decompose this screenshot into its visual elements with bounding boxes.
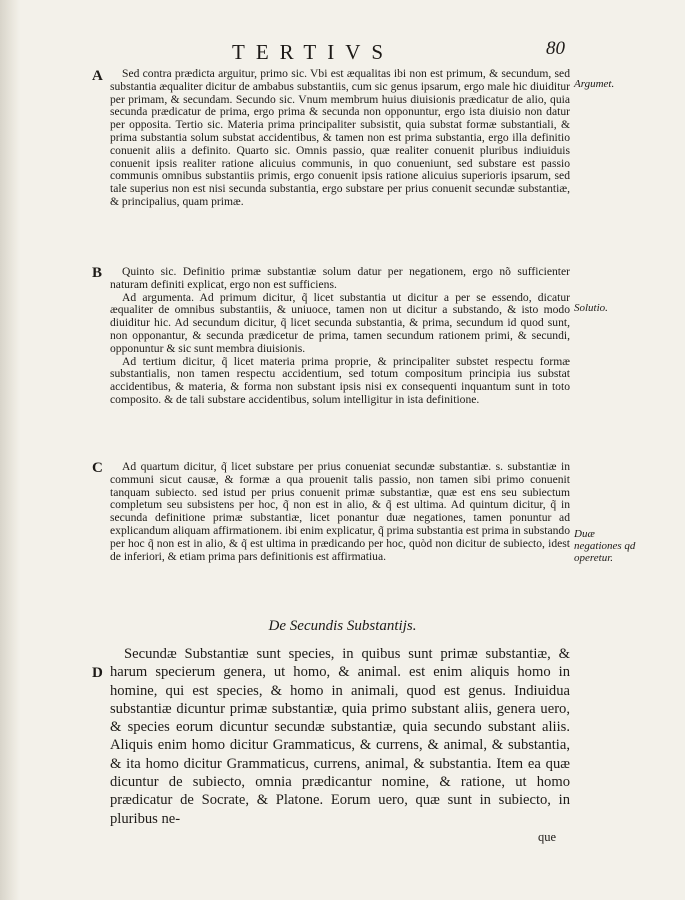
folio-number: 80: [546, 38, 565, 59]
section-letter-a: A: [92, 68, 103, 84]
section-letter-d: D: [92, 665, 103, 681]
margin-note-solution: Solutio.: [574, 302, 608, 314]
paragraph-reply-fourth-fifth: Ad quartum dicitur, q̃ licet substare per prius conueniat secundæ substantiæ. s. substantiæ in communi sicut causæ, & formæ a qua prouenit talis passio, non tamen sibi primo conuenit tanquam subiecto. sed istud per prius conuenit primæ substantiæ, quæ est ens seu subiectum completum seu subsistens per hoc, q̃ non est in alio, & q̃ est ultima. Ad quintum dicitur, q̃ in secunda definitione primæ substantiæ, licet ponantur duæ negationes, tamen ponuntur ad explicandum aliquam affirmationem. ibi enim explicatur, q̃ prima substantia est prima in substando per hoc q̃ non est in alio, & q̃ est ultima in prædicando per hoc, quòd non dicitur de subiecto, idest de inferiori, & etiam prima pars definitionis est affirmatiua.: [110, 460, 570, 563]
paragraph-objections: Sed contra prædicta arguitur, primo sic. Vbi est æqualitas ibi non est primum, & secundum, sed substantia æqualiter dicitur de ambabus substantiis, cum sic genus ipsarum, ergo male hic diuiditur per primam, & secundam. Secundo sic. Vnum membrum huius diuisionis prædicatur de alio, quia secunda prædicatur de prima, ergo prima & secunda non opponuntur, ergo ista diuisio non datur per opposita. Tertio sic. Materia prima principaliter subsistit, quia substat formæ substantiali, & prima substantia solum substat accidentibus, & tamen non est prima substantia, ergo illa definitio conuenit aliis a definito. Quarto sic. Omnis passio, quæ realiter conuenit pluribus indiuiduis conuenit ipsis realiter ratione alicuius communis, in quo conueniunt, sed substare est passio communis omnibus substantiis primis, ergo conuenit ipsis ratione alicuius superioris ipsarum, sed tale superius non est nisi secunda substantia, ergo substare per prius conuenit secundæ substantiæ, & principalius, quam primæ.: [110, 67, 570, 208]
section-title: De Secundis Substantijs.: [268, 618, 417, 634]
margin-note-negations: Duæ negationes qd operetur.: [574, 528, 636, 564]
commentary-block-2: [110, 266, 570, 407]
page-header: [0, 40, 685, 64]
paragraph-reply-first-second: Ad argumenta. Ad primum dicitur, q̃ licet substantia ut dicitur a per se essendo, dicatur æqualiter de omnibus substantiis, & uniuoce, tamen non ut dicitur a substando, & isto modo diuiditur hic. Ad secundum dicitur, q̃ licet secunda substantia, & prima, secundum id quod sunt, non opponantur, & secunda prædicetur de prima, tamen secundum rationem primi, & secundi, opponuntur & sic sunt membra diuisionis.: [110, 290, 570, 355]
catchword: que: [538, 830, 557, 844]
margin-note-argument: Argumet.: [574, 78, 615, 90]
paragraph-fifth-objection: Quinto sic. Definitio primæ substantiæ solum datur per negationem, ergo nõ sufficienter naturam definiti explicat, ergo non est sufficiens.: [110, 265, 570, 291]
commentary-block-3: [110, 461, 570, 563]
running-title: TERTIVS: [232, 40, 395, 64]
section-letter-c: C: [92, 460, 103, 476]
page-binding-shadow: [0, 0, 20, 900]
commentary-block-1: [110, 68, 570, 209]
section-letter-b: B: [92, 265, 103, 281]
paragraph-reply-third: Ad tertium dicitur, q̃ licet materia prima proprie, & principaliter substet respectu formæ substantialis, non tamen respectu accidentium, sed totum compositum principia ius substat accidentibus, & materia, & forma non substant ipsis nisi ex consequenti inquantum sunt in toto composito. & de tali substare accidentibus, solum intelligitur in ista definitione.: [110, 354, 570, 406]
main-text: [110, 645, 570, 828]
main-text-paragraph: Secundæ Substantiæ sunt species, in quibus sunt primæ substantiæ, & harum specierum genera, ut homo, & animal. est enim aliquis homo in homine, qui est species, & homo in animali, quod est genus. Indiuidua substantiæ dicuntur primæ substantiæ, quia primo substant aliis, genera uero, & species eorum dicuntur secundæ substantiæ, quia secundo substant aliis. Aliquis enim homo dicitur Grammaticus, & currens, & animal, & substantia, & ita homo dicitur Grammaticus, currens, animal, & substantia. Item ea quæ dicuntur de subiecto, omnia prædicantur nomine, & ratione, ut homo prædicatur de Socrate, & Platone. Eorum uero, quæ sunt in subiecto, in pluribus ne-: [110, 646, 570, 827]
